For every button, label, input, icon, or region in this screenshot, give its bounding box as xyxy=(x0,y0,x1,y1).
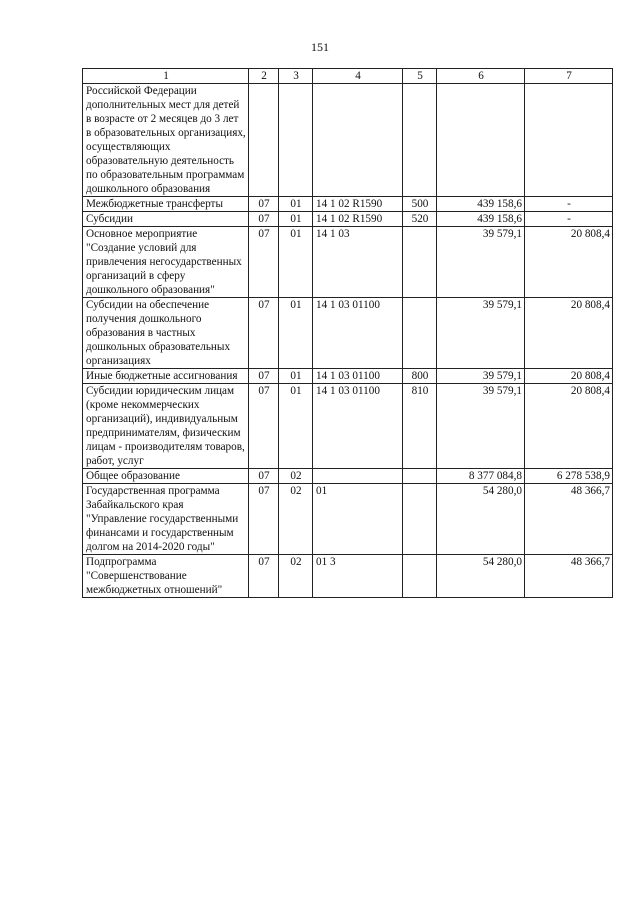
amount-col7-cell: 20 808,4 xyxy=(525,227,613,298)
subsection-cell: 02 xyxy=(279,484,313,555)
section-cell: 07 xyxy=(249,197,279,212)
target-article-cell: 14 1 03 01100 xyxy=(313,384,403,469)
expense-type-cell: 520 xyxy=(403,212,437,227)
amount-col6-cell: 439 158,6 xyxy=(437,197,525,212)
table-row xyxy=(83,227,613,298)
amount-col6-cell: 39 579,1 xyxy=(437,298,525,369)
target-article-cell xyxy=(313,84,403,197)
table-row xyxy=(83,298,613,369)
page-number: 151 xyxy=(311,40,329,54)
target-article-cell xyxy=(313,469,403,484)
item-name-cell: Субсидии юридическим лицам (кроме некоммерческих организаций), индивидуальным предпринимателям, физическим лицам - производителям товаров, работ, услуг xyxy=(83,384,249,469)
amount-col6-cell: 39 579,1 xyxy=(437,227,525,298)
subsection-cell: 01 xyxy=(279,197,313,212)
expense-type-cell xyxy=(403,298,437,369)
table-row xyxy=(83,384,613,469)
subsection-cell: 01 xyxy=(279,384,313,469)
section-cell xyxy=(249,84,279,197)
budget-table xyxy=(82,68,613,598)
amount-col7-cell: - xyxy=(525,212,613,227)
table-row xyxy=(83,212,613,227)
expense-type-cell xyxy=(403,484,437,555)
column-header: 6 xyxy=(437,69,525,84)
column-header: 2 xyxy=(249,69,279,84)
table-row xyxy=(83,197,613,212)
table-row xyxy=(83,469,613,484)
column-header: 3 xyxy=(279,69,313,84)
target-article-cell: 14 1 02 R1590 xyxy=(313,197,403,212)
column-header: 4 xyxy=(313,69,403,84)
column-header: 1 xyxy=(83,69,249,84)
amount-col6-cell: 54 280,0 xyxy=(437,484,525,555)
expense-type-cell: 500 xyxy=(403,197,437,212)
amount-col7-cell: - xyxy=(525,197,613,212)
column-header: 5 xyxy=(403,69,437,84)
target-article-cell: 14 1 03 xyxy=(313,227,403,298)
amount-col6-cell: 54 280,0 xyxy=(437,555,525,598)
item-name-cell: Государственная программа Забайкальского края "Управление государственными финансами и государственным долгом на 2014-2020 годы" xyxy=(83,484,249,555)
amount-col6-cell xyxy=(437,84,525,197)
expense-type-cell: 810 xyxy=(403,384,437,469)
expense-type-cell xyxy=(403,227,437,298)
expense-type-cell xyxy=(403,469,437,484)
expense-type-cell xyxy=(403,555,437,598)
section-cell: 07 xyxy=(249,227,279,298)
column-header: 7 xyxy=(525,69,613,84)
target-article-cell: 01 xyxy=(313,484,403,555)
item-name-cell: Российской Федерации дополнительных мест для детей в возрасте от 2 месяцев до 3 лет в образовательных организациях, осуществляющих образовательную деятельность по образовательным программам дошкольного образования xyxy=(83,84,249,197)
amount-col6-cell: 8 377 084,8 xyxy=(437,469,525,484)
amount-col7-cell: 48 366,7 xyxy=(525,555,613,598)
subsection-cell: 01 xyxy=(279,227,313,298)
subsection-cell: 02 xyxy=(279,555,313,598)
item-name-cell: Субсидии xyxy=(83,212,249,227)
expense-type-cell xyxy=(403,84,437,197)
amount-col7-cell: 20 808,4 xyxy=(525,369,613,384)
subsection-cell: 01 xyxy=(279,212,313,227)
section-cell: 07 xyxy=(249,555,279,598)
subsection-cell: 02 xyxy=(279,469,313,484)
amount-col7-cell xyxy=(525,84,613,197)
table-row xyxy=(83,484,613,555)
amount-col6-cell: 39 579,1 xyxy=(437,369,525,384)
section-cell: 07 xyxy=(249,212,279,227)
table-row xyxy=(83,369,613,384)
target-article-cell: 01 3 xyxy=(313,555,403,598)
expense-type-cell: 800 xyxy=(403,369,437,384)
target-article-cell: 14 1 02 R1590 xyxy=(313,212,403,227)
item-name-cell: Межбюджетные трансферты xyxy=(83,197,249,212)
section-cell: 07 xyxy=(249,469,279,484)
item-name-cell: Иные бюджетные ассигнования xyxy=(83,369,249,384)
section-cell: 07 xyxy=(249,384,279,469)
section-cell: 07 xyxy=(249,369,279,384)
item-name-cell: Подпрограмма "Совершенствование межбюджетных отношений" xyxy=(83,555,249,598)
amount-col6-cell: 39 579,1 xyxy=(437,384,525,469)
amount-col7-cell: 20 808,4 xyxy=(525,384,613,469)
section-cell: 07 xyxy=(249,298,279,369)
item-name-cell: Субсидии на обеспечение получения дошкольного образования в частных дошкольных образовательных организациях xyxy=(83,298,249,369)
amount-col7-cell: 20 808,4 xyxy=(525,298,613,369)
subsection-cell: 01 xyxy=(279,298,313,369)
table-header-row xyxy=(83,69,613,84)
section-cell: 07 xyxy=(249,484,279,555)
target-article-cell: 14 1 03 01100 xyxy=(313,369,403,384)
amount-col7-cell: 6 278 538,9 xyxy=(525,469,613,484)
table-row xyxy=(83,84,613,197)
amount-col7-cell: 48 366,7 xyxy=(525,484,613,555)
subsection-cell: 01 xyxy=(279,369,313,384)
table-row xyxy=(83,555,613,598)
item-name-cell: Основное мероприятие "Создание условий для привлечения негосударственных организаций в сферу дошкольного образования" xyxy=(83,227,249,298)
amount-col6-cell: 439 158,6 xyxy=(437,212,525,227)
subsection-cell xyxy=(279,84,313,197)
item-name-cell: Общее образование xyxy=(83,469,249,484)
target-article-cell: 14 1 03 01100 xyxy=(313,298,403,369)
